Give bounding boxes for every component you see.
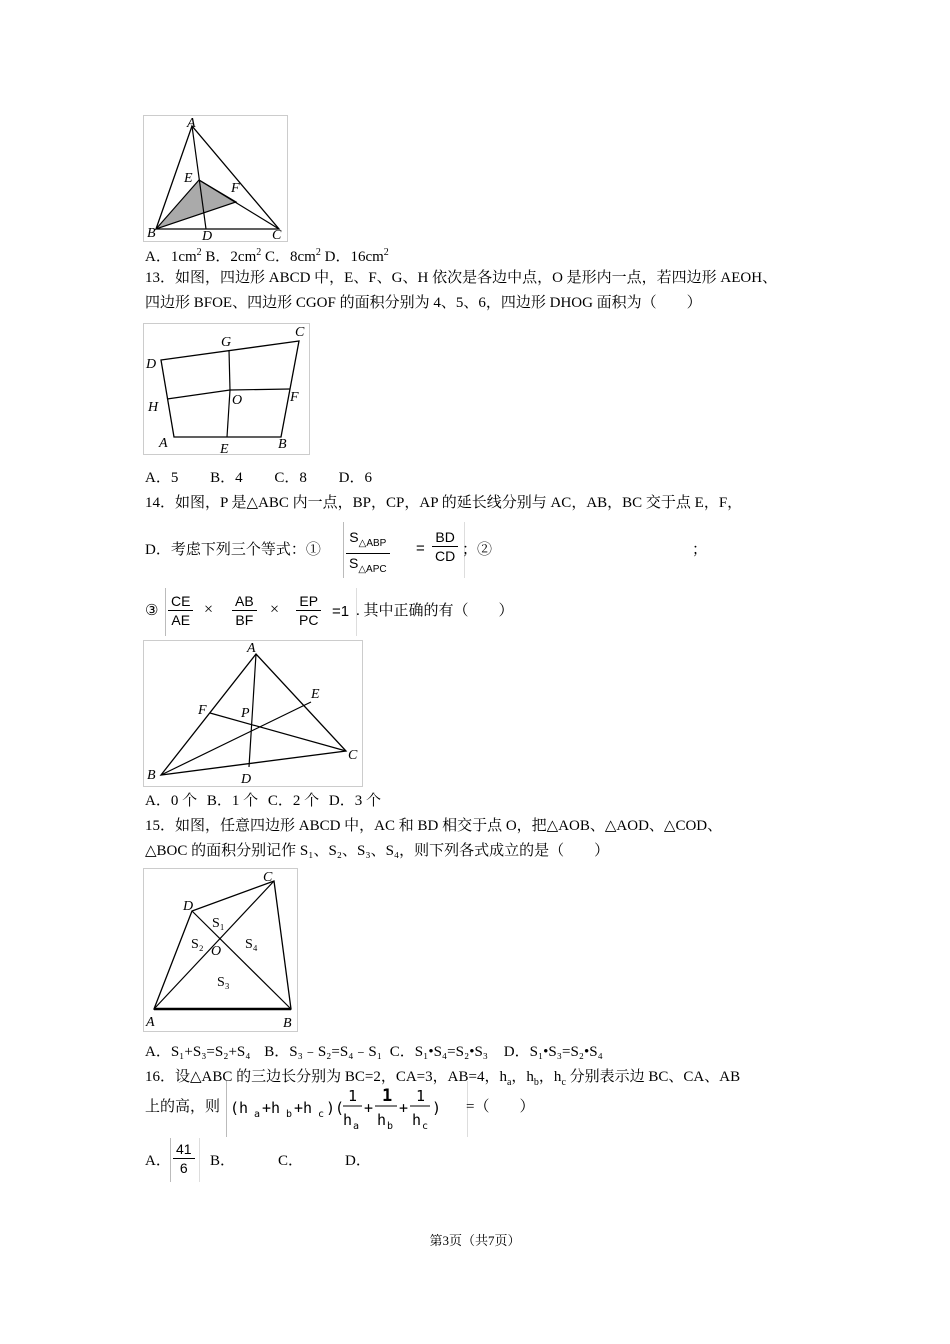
q15-label-d: D — [183, 899, 194, 914]
q16-option-b: B． — [210, 1153, 236, 1169]
svg-text:+h: +h — [294, 1099, 313, 1117]
q14-sep: ；② — [462, 542, 493, 558]
q14-tail: . 其中正确的有（ ） — [356, 603, 514, 619]
q15-label-c: C — [263, 870, 273, 885]
svg-text:1: 1 — [382, 1086, 393, 1106]
q14-label-a: A — [247, 641, 256, 656]
q16-line2-prefix: 上的高，则 — [145, 1099, 221, 1115]
svg-text:+h: +h — [262, 1099, 281, 1117]
q14-eq3: CE AE × AB BF × EP PC =1 — [165, 588, 357, 636]
q12-option-d: D．16cm — [324, 249, 384, 265]
svg-text:b: b — [286, 1109, 293, 1120]
q12-option-c: C．8cm — [265, 249, 316, 265]
svg-text:1: 1 — [348, 1087, 358, 1105]
q13-label-d: D — [146, 357, 157, 372]
q14-option-b: B．1 个 — [206, 793, 259, 809]
q15-option-a: A．S₁+S₃=S₂+S₄ — [145, 1044, 251, 1060]
q12-option-a: A．1cm — [145, 249, 197, 265]
q12-label-b: B — [147, 226, 156, 241]
q14-eq1-equals: = — [416, 540, 425, 557]
q12-option-b: B．2cm — [205, 249, 257, 265]
q16-line2-suffix: =（ ） — [466, 1099, 535, 1115]
q14-eq1-num: $S_{\triangle ABP}$ — [349, 529, 387, 549]
q13-option-c: C．8 — [274, 470, 307, 486]
q14-eq1-rden: CD — [435, 548, 456, 564]
svg-text:a: a — [353, 1121, 360, 1132]
q13-line1: 13．如图，四边形 ABCD 中，E、F、G、H 依次是各边中点，O 是形内一点，若四边形 AEOH、 — [145, 270, 778, 286]
svg-text:)(: )( — [326, 1099, 345, 1117]
q14-options — [145, 791, 381, 811]
q15-line1: 15．如图，任意四边形 ABCD 中，AC 和 BD 相交于点 O，把△AOB、△AOD、△COD、 — [145, 818, 723, 834]
q14-option-c: C．2 个 — [267, 793, 320, 809]
page-footer: 第3页（共7页） — [429, 1233, 521, 1248]
q14-circ3: ③ — [145, 603, 159, 619]
q13-label-a: A — [159, 436, 168, 451]
q15-option-c: C．S₁•S₄=S₂•S₃ — [389, 1044, 489, 1060]
q14-line2-prefix: D．考虑下列三个等式：① — [145, 542, 321, 558]
svg-text:1: 1 — [416, 1087, 426, 1105]
svg-text:+: + — [399, 1099, 409, 1117]
q14-label-p: P — [241, 706, 250, 721]
svg-text:b: b — [387, 1121, 394, 1132]
q14-line1: 14．如图，P 是△ABC 内一点，BP，CP，AP 的延长线分别与 AC，AB，BC 交于点 E，F， — [145, 495, 743, 511]
q15-label-a: A — [146, 1015, 155, 1030]
q13-label-g: G — [221, 335, 232, 350]
q16-line1: 16．设△ABC 的三边长分别为 BC=2，CA=3，AB=4，$h_a$，$h_b$，$h_c$ 分别表示边 BC、CA、AB — [145, 1069, 741, 1088]
q13-label-b: B — [278, 437, 287, 452]
q13-option-a: A．5 — [145, 470, 179, 486]
q16-option-a-value: 41 6 — [170, 1138, 200, 1182]
q16-option-a: A． — [145, 1153, 171, 1169]
q13-figure — [143, 323, 310, 455]
q12-label-f: F — [231, 181, 240, 196]
q13-option-b: B．4 — [210, 470, 243, 486]
q13-label-o: O — [232, 393, 243, 408]
q12-label-c: C — [272, 228, 282, 241]
q14-option-a: A．0 个 — [145, 793, 198, 809]
q13-option-d: D．6 — [338, 470, 372, 486]
svg-text:+: + — [364, 1099, 374, 1117]
svg-text:h: h — [412, 1111, 422, 1129]
q15-label-s1: S₁ — [212, 916, 225, 931]
svg-text:(h: (h — [230, 1099, 249, 1117]
q14-semicolon: ； — [692, 542, 708, 558]
q12-label-a: A — [187, 116, 196, 131]
q16-option-d: D． — [345, 1153, 371, 1169]
q15-label-b: B — [283, 1016, 292, 1031]
q14-eq1 — [343, 522, 465, 578]
q15-line2: △BOC 的面积分别记作 S₁、S₂、S₃、S₄，则下列各式成立的是（ ） — [145, 843, 610, 859]
q13-line2: 四边形 BFOE、四边形 CGOF 的面积分别为 4、5、6，四边形 DHOG 面积为（ ） — [145, 295, 702, 311]
q12-options: A．$1cm^2$ B．$2cm^2$ C．$8cm^2$ D．$16cm^2$ — [145, 247, 389, 265]
q15-option-d: D．S₁•S₃=S₂•S₄ — [503, 1044, 603, 1060]
svg-text:h: h — [343, 1111, 353, 1129]
q13-label-f: F — [290, 390, 299, 405]
q14-label-f: F — [198, 703, 207, 718]
svg-text:): ) — [432, 1099, 442, 1117]
q14-label-d: D — [241, 772, 252, 786]
q12-label-d: D — [202, 229, 213, 241]
q15-options — [145, 1042, 603, 1062]
q12-label-e: E — [184, 171, 193, 186]
q14-eq1-rnum: BD — [435, 529, 455, 545]
q13-label-h: H — [148, 400, 159, 415]
q13-label-e: E — [220, 442, 229, 454]
q15-label-s3: S₃ — [217, 975, 230, 990]
q16-formula — [226, 1081, 468, 1137]
svg-text:c: c — [318, 1109, 325, 1120]
q14-label-b: B — [147, 768, 156, 783]
q15-label-o: O — [211, 944, 222, 959]
q13-label-c: C — [295, 325, 305, 340]
svg-text:c: c — [422, 1121, 429, 1132]
svg-text:a: a — [254, 1109, 261, 1120]
q14-figure — [143, 640, 363, 787]
q16-option-c: C． — [278, 1153, 304, 1169]
q12-figure — [143, 115, 288, 242]
q15-figure — [143, 868, 298, 1032]
q15-label-s4: S₄ — [245, 937, 258, 952]
q15-option-b: B．S₃﹣S₂=S₄﹣S₁ — [264, 1044, 383, 1060]
q13-options — [145, 468, 372, 488]
svg-text:h: h — [377, 1111, 387, 1129]
q14-label-e: E — [311, 687, 320, 702]
q15-label-s2: S₂ — [191, 937, 204, 952]
q14-label-c: C — [348, 748, 358, 763]
q14-eq1-den: $S_{\triangle APC}$ — [349, 554, 387, 575]
q14-option-d: D．3 个 — [328, 793, 381, 809]
